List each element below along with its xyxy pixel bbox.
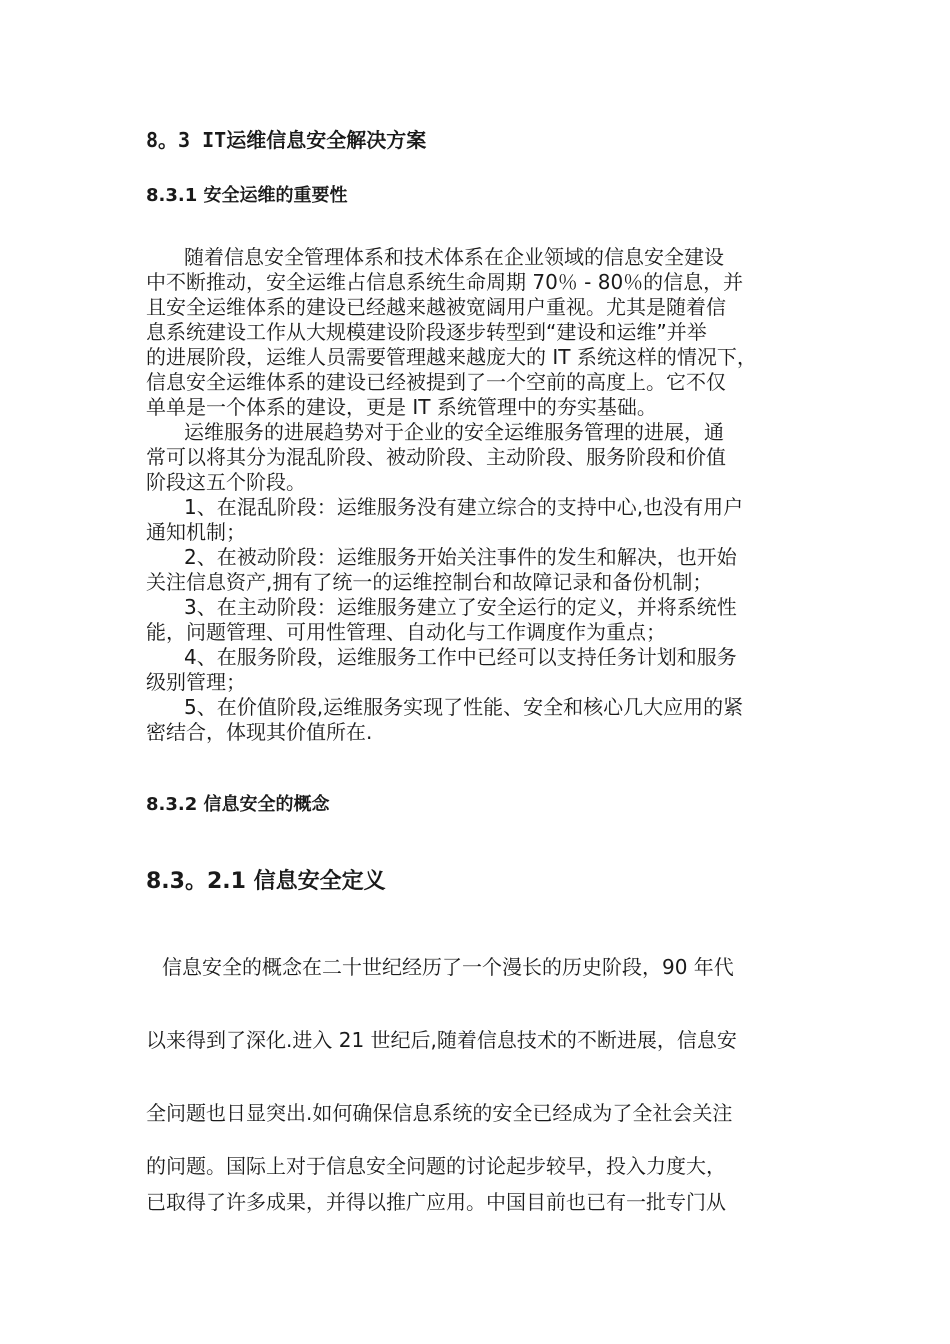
section-title: 8。3 IT运维信息安全解决方案 [146, 128, 427, 152]
paragraph-line: 以来得到了深化.进入 21 世纪后,随着信息技术的不断进展，信息安 [146, 1028, 737, 1052]
paragraph-line: 的进展阶段，运维人员需要管理越来越庞大的 IT 系统这样的情况下， [146, 345, 757, 369]
paragraph-line: 全问题也日显突出.如何确保信息系统的安全已经成为了全社会关注 [146, 1101, 733, 1125]
list-item-line: 通知机制； [146, 520, 246, 544]
paragraph-line: 的问题。国际上对于信息安全问题的讨论起步较早，投入力度大， [146, 1154, 726, 1178]
subsection-heading-definition: 8.3。2.1 信息安全定义 [146, 869, 386, 894]
paragraph-line: 息系统建设工作从大规模建设阶段逐步转型到“建设和运维”并举 [146, 320, 707, 344]
paragraph-line: 信息安全的概念在二十世纪经历了一个漫长的历史阶段，90 年代 [162, 955, 734, 979]
paragraph-line: 常可以将其分为混乱阶段、被动阶段、主动阶段、服务阶段和价值 [146, 445, 726, 469]
subsection-heading-concept: 8.3.2 信息安全的概念 [146, 794, 330, 815]
list-item-line: 3、在主动阶段：运维服务建立了安全运行的定义，并将系统性 [184, 595, 737, 619]
list-item-line: 1、在混乱阶段：运维服务没有建立综合的支持中心,也没有用户 [184, 495, 744, 519]
list-item-line: 级别管理； [146, 670, 246, 694]
list-item-line: 2、在被动阶段：运维服务开始关注事件的发生和解决，也开始 [184, 545, 737, 569]
paragraph-line: 已取得了许多成果，并得以推广应用。中国目前也已有一批专门从 [146, 1190, 726, 1214]
paragraph-line: 运维服务的进展趋势对于企业的安全运维服务管理的进展，通 [184, 420, 724, 444]
paragraph-line: 中不断推动，安全运维占信息系统生命周期 70％ - 80％的信息，并 [146, 270, 744, 294]
subsection-heading-importance: 8.3.1 安全运维的重要性 [146, 185, 348, 206]
paragraph-line: 阶段这五个阶段。 [146, 470, 306, 494]
paragraph-line: 单单是一个体系的建设，更是 IT 系统管理中的夯实基础。 [146, 395, 657, 419]
list-item-line: 5、在价值阶段,运维服务实现了性能、安全和核心几大应用的紧 [184, 695, 744, 719]
paragraph-line: 随着信息安全管理体系和技术体系在企业领域的信息安全建设 [184, 245, 724, 269]
list-item-line: 能，问题管理、可用性管理、自动化与工作调度作为重点； [146, 620, 666, 644]
paragraph-line: 且安全运维体系的建设已经越来越被宽阔用户重视。尤其是随着信 [146, 295, 726, 319]
list-item-line: 4、在服务阶段，运维服务工作中已经可以支持任务计划和服务 [184, 645, 737, 669]
list-item-line: 密结合，体现其价值所在. [146, 720, 373, 744]
paragraph-line: 信息安全运维体系的建设已经被提到了一个空前的高度上。它不仅 [146, 370, 726, 394]
list-item-line: 关注信息资产,拥有了统一的运维控制台和故障记录和备份机制； [146, 570, 713, 594]
